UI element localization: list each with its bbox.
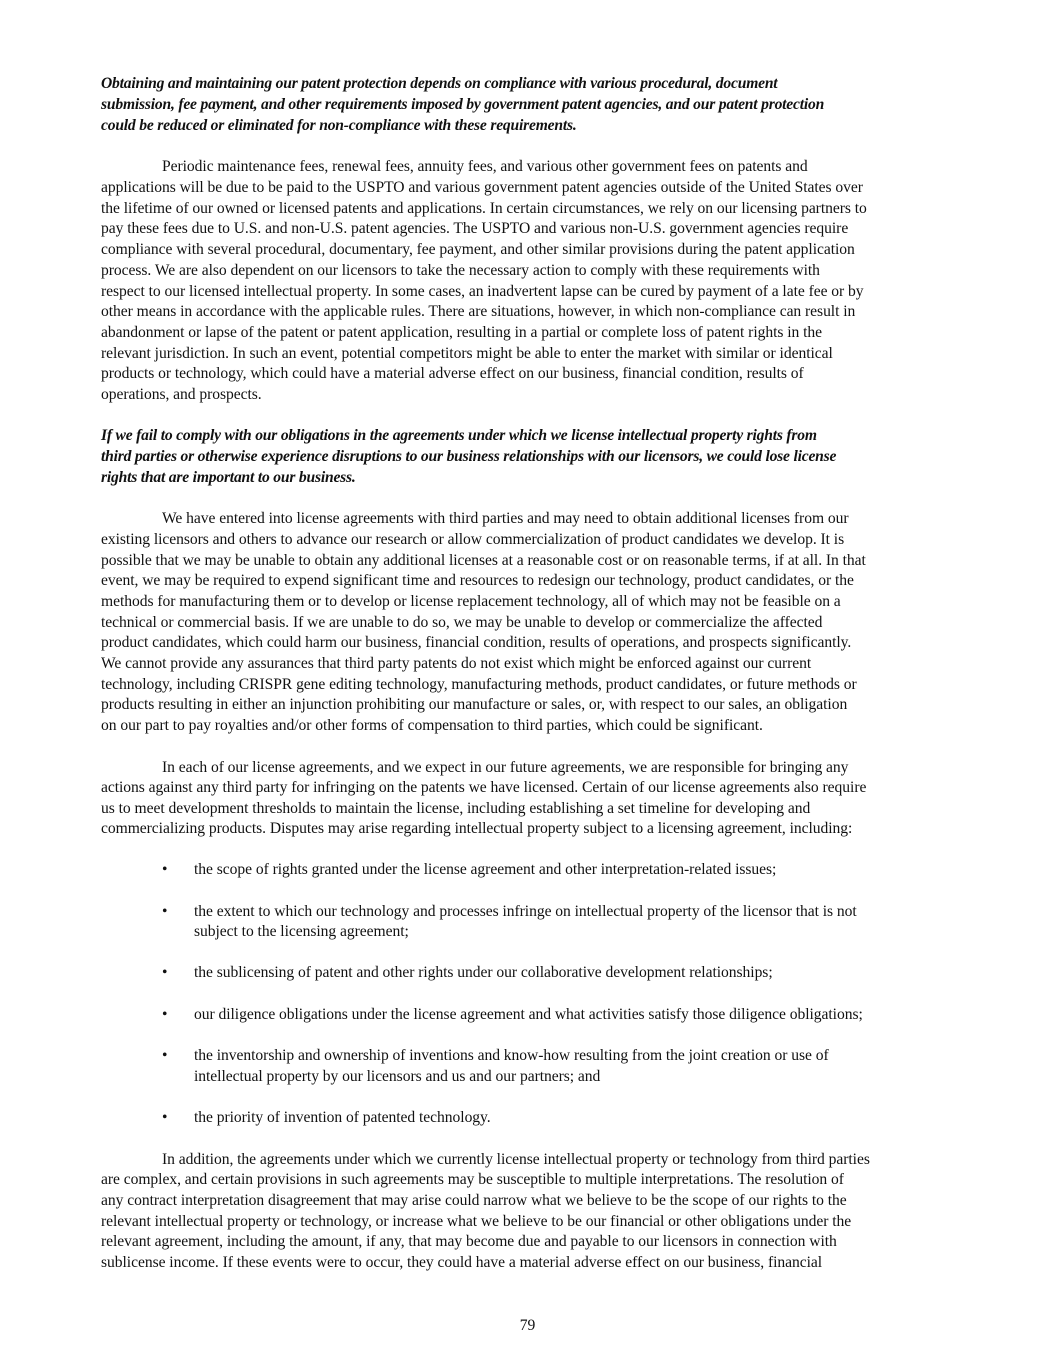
text-line: pay these fees due to U.S. and non-U.S. patent agencies. The USPTO and various non-U.S. government agencies require <box>101 220 849 237</box>
text-line: any contract interpretation disagreement that may arise could narrow what we believe to be the scope of our rights to the <box>101 1192 847 1209</box>
heading-line: If we fail to comply with our obligations in the agreements under which we license intellectual property rights from <box>101 427 817 444</box>
text-line: product candidates, which could harm our business, financial condition, results of operations, and prospects significantly. <box>101 634 852 651</box>
text-line: technical or commercial basis. If we are unable to do so, we may be unable to develop or commercialize the affected <box>101 614 823 631</box>
text-line: possible that we may be unable to obtain any additional licenses at a reasonable cost or on reasonable terms, if at all. In that <box>101 552 866 569</box>
text-line: applications will be due to be paid to the USPTO and various government patent agencies outside of the United States over <box>101 179 863 196</box>
text-line: on our part to pay royalties and/or other forms of compensation to third parties, which could be significant. <box>101 717 763 734</box>
bullet-text: the inventorship and ownership of inventions and know-how resulting from the joint creation or use of <box>194 1047 829 1064</box>
bullet-icon: • <box>162 964 168 981</box>
text-line: In each of our license agreements, and we expect in our future agreements, we are responsible for bringing any <box>162 759 849 776</box>
heading-line: Obtaining and maintaining our patent protection depends on compliance with various procedural, document <box>101 75 778 92</box>
bullet-text: subject to the licensing agreement; <box>194 923 409 940</box>
text-line: us to meet development thresholds to maintain the license, including establishing a set timeline for developing and <box>101 800 811 817</box>
text-line: are complex, and certain provisions in such agreements may be susceptible to multiple interpretations. The resolution of <box>101 1171 844 1188</box>
text-line: technology, including CRISPR gene editing technology, manufacturing methods, product candidates, or future methods or <box>101 676 857 693</box>
text-line: compliance with several procedural, documentary, fee payment, and other similar provisions during the patent application <box>101 241 855 258</box>
text-line: We cannot provide any assurances that third party patents do not exist which might be enforced against our current <box>101 655 812 672</box>
page-number: 79 <box>519 1317 536 1334</box>
text-line: respect to our licensed intellectual property. In some cases, an inadvertent lapse can be cured by payment of a late fee or by <box>101 283 864 300</box>
text-line: other means in accordance with the applicable rules. There are situations, however, in which non-compliance can result in <box>101 303 856 320</box>
text-line: Periodic maintenance fees, renewal fees, annuity fees, and various other government fees on patents and <box>162 158 808 175</box>
text-line: operations, and prospects. <box>101 386 262 403</box>
text-line: We have entered into license agreements with third parties and may need to obtain additional licenses from our <box>162 510 849 527</box>
text-line: the lifetime of our owned or licensed patents and applications. In certain circumstances, we rely on our licensing partners to <box>101 200 867 217</box>
heading-line: rights that are important to our business. <box>101 469 356 486</box>
bullet-icon: • <box>162 903 168 920</box>
text-line: existing licensors and others to advance our research or allow commercialization of product candidates we develop. It is <box>101 531 845 548</box>
text-line: sublicense income. If these events were to occur, they could have a material adverse effect on our business, financial <box>101 1254 823 1271</box>
text-line: products resulting in either an injunction prohibiting our manufacture or sales, or, with respect to our sales, an obligation <box>101 696 848 713</box>
text-line: In addition, the agreements under which we currently license intellectual property or technology from third parties <box>162 1151 870 1168</box>
text-line: relevant agreement, including the amount, if any, that may become due and payable to our licensors in connection with <box>101 1233 837 1250</box>
text-line: relevant intellectual property or technology, or increase what we believe to be our financial or other obligations under the <box>101 1213 852 1230</box>
heading-line: third parties or otherwise experience disruptions to our business relationships with our licensors, we could lose license <box>101 448 837 465</box>
bullet-text: the priority of invention of patented technology. <box>194 1109 491 1126</box>
bullet-icon: • <box>162 1109 168 1126</box>
text-line: event, we may be required to expend significant time and resources to redesign our technology, product candidates, or the <box>101 572 854 589</box>
bullet-icon: • <box>162 1047 168 1064</box>
text-line: process. We are also dependent on our licensors to take the necessary action to comply with these requirements with <box>101 262 820 279</box>
text-line: relevant jurisdiction. In such an event, potential competitors might be able to enter the market with similar or identical <box>101 345 833 362</box>
text-line: actions against any third party for infringing on the patents we have licensed. Certain of our license agreements also require <box>101 779 867 796</box>
bullet-text: the scope of rights granted under the license agreement and other interpretation-related issues; <box>194 861 777 878</box>
heading-line: could be reduced or eliminated for non-compliance with these requirements. <box>101 117 577 134</box>
heading-line: submission, fee payment, and other requirements imposed by government patent agencies, and our patent protection <box>101 96 825 113</box>
text-line: abandonment or lapse of the patent or patent application, resulting in a partial or complete loss of patent rights in the <box>101 324 823 341</box>
bullet-text: the sublicensing of patent and other rights under our collaborative development relationships; <box>194 964 773 981</box>
bullet-icon: • <box>162 861 168 878</box>
text-line: products or technology, which could have a material adverse effect on our business, financial condition, results of <box>101 365 804 382</box>
bullet-text: the extent to which our technology and processes infringe on intellectual property of the licensor that is not <box>194 903 857 920</box>
bullet-text: intellectual property by our licensors and us and our partners; and <box>194 1068 601 1085</box>
text-line: methods for manufacturing them or to develop or license replacement technology, all of which may not be feasible on a <box>101 593 841 610</box>
bullet-icon: • <box>162 1006 168 1023</box>
bullet-text: our diligence obligations under the license agreement and what activities satisfy those diligence obligations; <box>194 1006 863 1023</box>
text-line: commercializing products. Disputes may arise regarding intellectual property subject to a licensing agreement, including: <box>101 820 853 837</box>
